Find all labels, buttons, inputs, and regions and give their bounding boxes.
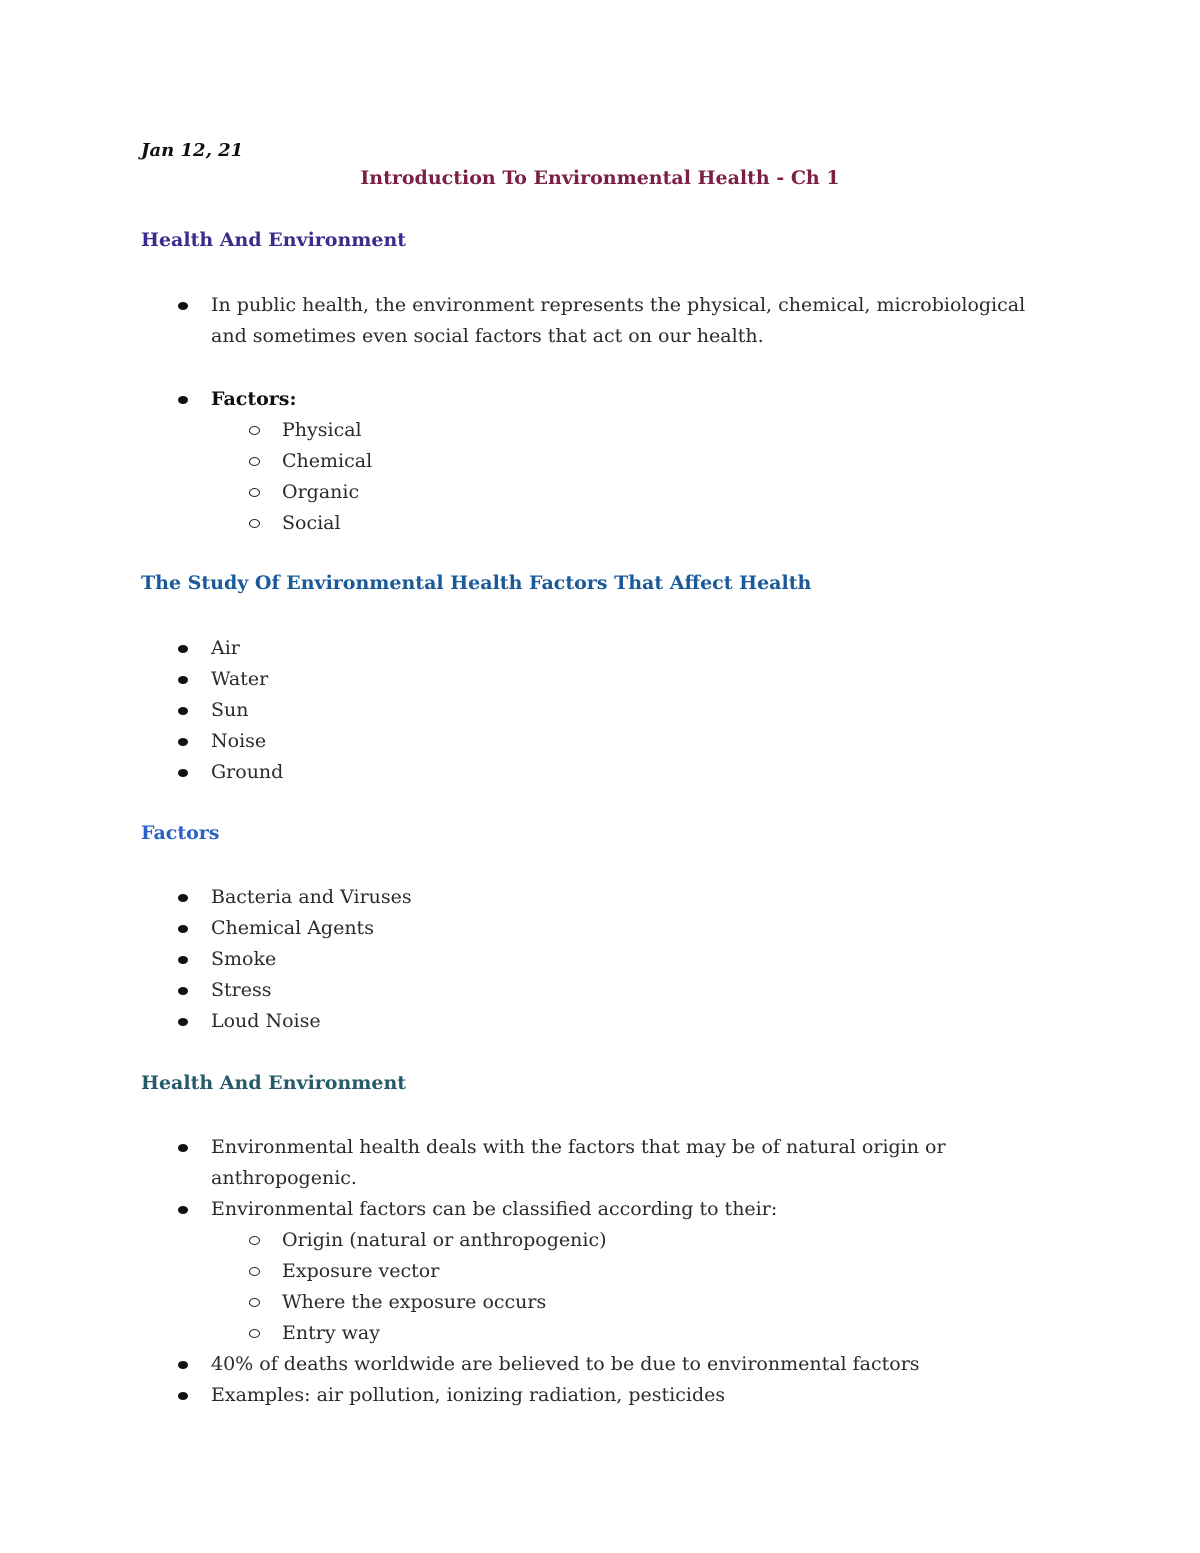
list-item-text: Chemical Agents [211, 917, 374, 939]
section-heading-factors: Factors [141, 822, 220, 844]
document-date: Jan 12, 21 [141, 140, 244, 161]
list-item-text: Sun [211, 699, 249, 721]
bullet-icon [178, 987, 188, 995]
hollow-bullet-icon [249, 426, 260, 435]
sub-list-item-text: Origin (natural or anthropogenic) [282, 1229, 607, 1251]
section-4-list [0, 1132, 1200, 1411]
list-item [0, 1349, 1200, 1380]
bullet-icon [178, 956, 188, 964]
sub-list-item-text: Physical [282, 419, 362, 441]
hollow-bullet-icon [249, 1298, 260, 1307]
list-item [0, 944, 1200, 975]
sub-list-item [0, 508, 1200, 539]
hollow-bullet-icon [249, 1267, 260, 1276]
bullet-icon [178, 925, 188, 933]
section-heading-study-of-factors: The Study Of Environmental Health Factors That Affect Health [141, 572, 812, 594]
sub-list-item-text: Exposure vector [282, 1260, 440, 1282]
list-item-text: Loud Noise [211, 1010, 321, 1032]
sub-list-item [0, 1287, 1200, 1318]
list-item-text: Factors: [211, 388, 297, 410]
sub-list-item [0, 446, 1200, 477]
list-item [0, 384, 1200, 415]
bullet-icon [178, 1144, 188, 1152]
hollow-bullet-icon [249, 1329, 260, 1338]
list-item-text: Noise [211, 730, 267, 752]
sub-list-item-text: Chemical [282, 450, 373, 472]
hollow-bullet-icon [249, 1236, 260, 1245]
section-3-list [0, 882, 1200, 1037]
section-2-list [0, 633, 1200, 788]
sub-list-item-text: Organic [282, 481, 360, 503]
bullet-icon [178, 738, 188, 746]
bullet-icon [178, 1392, 188, 1400]
section-1-factors-list [0, 384, 1200, 539]
sub-list-item [0, 415, 1200, 446]
bullet-icon [178, 396, 188, 404]
list-item-text: Water [211, 668, 269, 690]
section-1-list [0, 290, 1200, 352]
list-item [0, 757, 1200, 788]
bullet-icon [178, 1206, 188, 1214]
list-item-text: Smoke [211, 948, 277, 970]
sub-list-item-text: Where the exposure occurs [282, 1291, 547, 1313]
list-item-text: Ground [211, 761, 284, 783]
list-item-text: Bacteria and Viruses [211, 886, 412, 908]
list-item [0, 1380, 1200, 1411]
list-item-text: Air [211, 637, 240, 659]
section-heading-health-and-environment-2: Health And Environment [141, 1072, 407, 1094]
list-item-text: In public health, the environment represents the physical, chemical, microbiological and sometimes even social factors that act on our health. [211, 294, 1026, 347]
bullet-icon [178, 1361, 188, 1369]
sub-list-item [0, 1318, 1200, 1349]
sub-list-item [0, 1256, 1200, 1287]
bullet-icon [178, 645, 188, 653]
hollow-bullet-icon [249, 457, 260, 466]
hollow-bullet-icon [249, 488, 260, 497]
list-item [0, 664, 1200, 695]
bullet-icon [178, 707, 188, 715]
list-item [0, 290, 1200, 352]
sub-list-item-text: Social [282, 512, 341, 534]
list-item [0, 882, 1200, 913]
document-title: Introduction To Environmental Health - Ch 1 [360, 167, 840, 189]
list-item [0, 1194, 1200, 1225]
list-item [0, 913, 1200, 944]
list-item [0, 1132, 1200, 1194]
list-item [0, 975, 1200, 1006]
bullet-icon [178, 302, 188, 310]
list-item-text: Environmental factors can be classified according to their: [211, 1198, 778, 1220]
bullet-icon [178, 676, 188, 684]
section-heading-health-and-environment: Health And Environment [141, 229, 407, 251]
sub-list-item [0, 1225, 1200, 1256]
bullet-icon [178, 769, 188, 777]
list-item-text: Stress [211, 979, 272, 1001]
list-item-text: Examples: air pollution, ionizing radiation, pesticides [211, 1384, 726, 1406]
sub-list-item [0, 477, 1200, 508]
list-item [0, 695, 1200, 726]
bullet-icon [178, 1018, 188, 1026]
list-item [0, 726, 1200, 757]
list-item [0, 633, 1200, 664]
list-item-text: Environmental health deals with the factors that may be of natural origin or anthropogenic. [211, 1136, 946, 1189]
sub-list-item-text: Entry way [282, 1322, 380, 1344]
bullet-icon [178, 894, 188, 902]
list-item-text: 40% of deaths worldwide are believed to be due to environmental factors [211, 1353, 920, 1375]
list-item [0, 1006, 1200, 1037]
hollow-bullet-icon [249, 519, 260, 528]
